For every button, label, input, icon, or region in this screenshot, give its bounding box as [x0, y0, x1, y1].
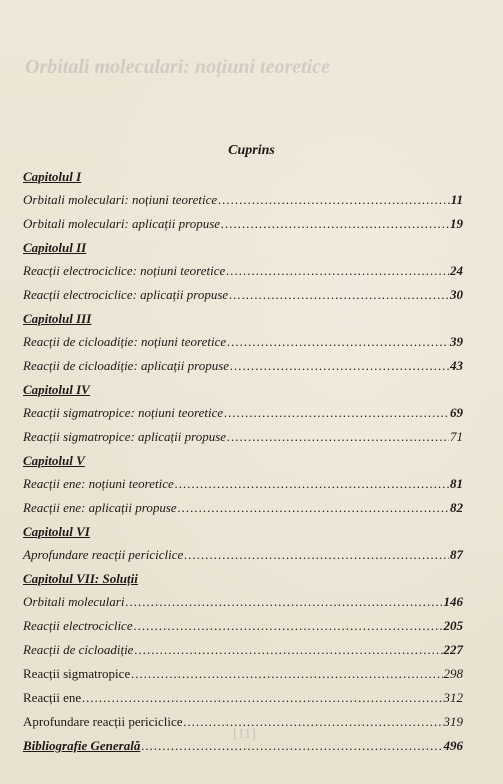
- chapter-label: Capitolul I: [23, 169, 82, 184]
- dot-leader: [230, 354, 449, 378]
- bleed-through-heading: Orbitali moleculari: noțiuni teoretice: [25, 56, 330, 78]
- chapter-label: Capitolul VI: [23, 524, 90, 539]
- entry-page-number: 312: [443, 690, 463, 705]
- entry-page-number: 39: [450, 334, 463, 349]
- entry-label: Reacții ene: [23, 690, 82, 705]
- entry-label: Orbitali moleculari: [23, 594, 125, 609]
- entry-label: Reacții ene: aplicații propuse: [23, 500, 177, 515]
- entry-label: Reacții de cicloadiție: aplicații propuse: [23, 358, 230, 373]
- chapter-label: Capitolul VII: Soluții: [23, 571, 138, 586]
- toc-chapter-heading: [23, 307, 463, 330]
- toc-entry: [23, 543, 463, 567]
- entry-page-number: 30: [450, 287, 463, 302]
- entry-label: Orbitali moleculari: noțiuni teoretice: [23, 192, 218, 207]
- toc-entry: [23, 686, 463, 710]
- entry-label: Reacții electrociclice: noțiuni teoretice: [23, 263, 226, 278]
- toc-entry: [23, 259, 463, 283]
- toc-entry: [23, 472, 463, 496]
- chapter-label: Capitolul II: [23, 240, 87, 255]
- dot-leader: [141, 734, 442, 758]
- dot-leader: [227, 330, 449, 354]
- toc-entry: [23, 212, 463, 236]
- bleed-through-page-number: [11]: [233, 727, 256, 742]
- entry-label: Aprofundare reacții periciclice: [23, 547, 184, 562]
- entry-page-number: 82: [450, 500, 463, 515]
- dot-leader: [221, 212, 449, 236]
- entry-page-number: 298: [443, 666, 463, 681]
- toc-entry: [23, 496, 463, 520]
- entry-label: Reacții sigmatropice: [23, 666, 131, 681]
- chapter-label: Capitolul IV: [23, 382, 90, 397]
- toc-entry: [23, 662, 463, 686]
- entry-label: Aprofundare reacții periciclice: [23, 714, 183, 729]
- entry-label: Reacții sigmatropice: aplicații propuse: [23, 429, 227, 444]
- dot-leader: [226, 259, 449, 283]
- toc-chapter-heading: [23, 378, 463, 401]
- toc-entry: [23, 734, 463, 758]
- entry-page-number: 69: [450, 405, 463, 420]
- toc-chapter-heading: [23, 567, 463, 590]
- dot-leader: [134, 614, 443, 638]
- toc-chapter-heading: [23, 165, 463, 188]
- dot-leader: [224, 401, 449, 425]
- dot-leader: [175, 472, 449, 496]
- dot-leader: [229, 283, 449, 307]
- dot-leader: [184, 710, 443, 734]
- entry-page-number: 81: [450, 476, 463, 491]
- toc-entry: [23, 710, 463, 734]
- toc-chapter-heading: [23, 520, 463, 543]
- toc-entry: [23, 614, 463, 638]
- entry-label: Reacții de cicloadiție: noțiuni teoretice: [23, 334, 227, 349]
- chapter-label: Capitolul III: [23, 311, 92, 326]
- toc-entry: [23, 354, 463, 378]
- toc-entry: [23, 638, 463, 662]
- dot-leader: [134, 638, 442, 662]
- dot-leader: [178, 496, 449, 520]
- dot-leader: [184, 543, 449, 567]
- entry-label: Reacții electrociclice: aplicații propuse: [23, 287, 229, 302]
- dot-leader: [227, 425, 449, 449]
- dot-leader: [218, 188, 450, 212]
- entry-page-number: 71: [450, 429, 463, 444]
- toc-entry: [23, 401, 463, 425]
- entry-page-number: 496: [443, 738, 463, 753]
- entry-page-number: 205: [443, 618, 463, 633]
- entry-label: Reacții electrociclice: [23, 618, 133, 633]
- entry-label: Reacții de cicloadiție: [23, 642, 134, 657]
- toc-entry: [23, 330, 463, 354]
- entry-label: Reacții sigmatropice: noțiuni teoretice: [23, 405, 224, 420]
- entry-page-number: 146: [443, 594, 463, 609]
- entry-page-number: 87: [450, 547, 463, 562]
- table-of-contents: [23, 165, 463, 758]
- toc-entry: [23, 590, 463, 614]
- entry-page-number: 43: [450, 358, 463, 373]
- entry-page-number: 227: [443, 642, 463, 657]
- entry-page-number: 24: [450, 263, 463, 278]
- toc-entry: [23, 425, 463, 449]
- chapter-label: Capitolul V: [23, 453, 85, 468]
- toc-entry: [23, 283, 463, 307]
- entry-page-number: 319: [443, 714, 463, 729]
- dot-leader: [82, 686, 442, 710]
- entry-label: Orbitali moleculari: aplicații propuse: [23, 216, 221, 231]
- entry-label: Reacții ene: noțiuni teoretice: [23, 476, 174, 491]
- toc-chapter-heading: [23, 449, 463, 472]
- entry-label: Bibliografie Generală: [23, 738, 141, 753]
- dot-leader: [131, 662, 442, 686]
- toc-chapter-heading: [23, 236, 463, 259]
- toc-entry: [23, 188, 463, 212]
- entry-page-number: 19: [450, 216, 463, 231]
- entry-page-number: 11: [450, 192, 463, 207]
- dot-leader: [125, 590, 442, 614]
- toc-title: Cuprins: [228, 143, 275, 158]
